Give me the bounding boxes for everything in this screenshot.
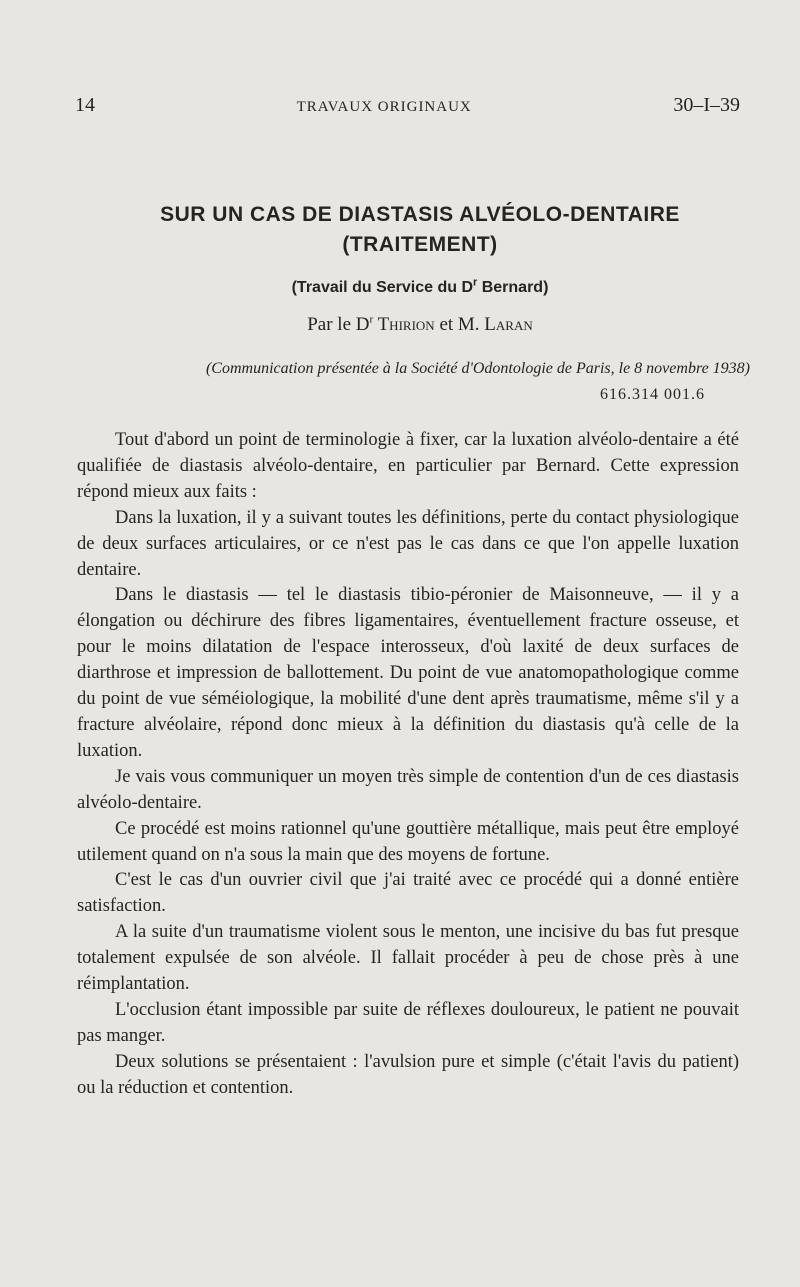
article-body (77, 428, 739, 1102)
author-laran: Laran (484, 314, 533, 335)
communication-note: (Communication présentée à la Société d'Odontologie de Paris, le 8 novembre 1938) (205, 360, 750, 377)
paragraph: C'est le cas d'un ouvrier civil que j'ai traité avec ce procédé qui a donné entière satisfaction. (77, 870, 739, 917)
section-title: TRAVAUX ORIGINAUX (296, 99, 472, 115)
authors-line (60, 314, 780, 336)
paragraph: Tout d'abord un point de terminologie à fixer, car la luxation alvéolo-dentaire a été qualifiée de diastasis alvéolo-dentaire, en particulier par Bernard. Cette expression répond mieux aux faits : (77, 430, 739, 502)
issue-date: 30–I–39 (673, 94, 740, 116)
authors-et: et M. (434, 314, 485, 335)
paragraph: Je vais vous communiquer un moyen très simple de contention d'un de ces diastasis alvéolo-dentaire. (77, 766, 739, 813)
authors-par: Par le D (307, 314, 370, 335)
subtitle-superscript: r (473, 276, 478, 289)
paragraph: L'occlusion étant impossible par suite de réflexes douloureux, le patient ne pouvait pas manger. (77, 999, 739, 1046)
article-title (60, 200, 780, 260)
subtitle-suffix: Bernard) (477, 279, 549, 296)
paragraph: Dans la luxation, il y a suivant toutes les définitions, perte du contact physiologique de deux surfaces articulaires, or ce n'est pas le cas dans ce que l'on appelle luxation dentaire. (77, 507, 739, 580)
subtitle-prefix: (Travail du Service du D (291, 279, 473, 296)
paragraph: Ce procédé est moins rationnel qu'une gouttière métallique, mais peut être employé utilement quand on n'a sous la main que des moyens de fortune. (77, 818, 739, 865)
title-line-2: (TRAITEMENT) (342, 233, 498, 256)
running-head (75, 94, 740, 117)
paragraph: Dans le diastasis — tel le diastasis tibio-péronier de Maisonneuve, — il y a élongation ou déchirure des fibres ligamentaires, éventuellement fracture osseuse, et pour le moins dilatation de l'espace interosseux, d'où laxité de deux surfaces de diarthrose et impression de ballottement. Du point de vue anatomopathologique comme du point de vue séméiologique, la mobilité d'une dent après traumatisme, même s'il y a fracture alvéolaire, répond donc mieux à la définition du diastasis qu'à celle de la luxation. (77, 585, 739, 761)
title-line-1: SUR UN CAS DE DIASTASIS ALVÉOLO-DENTAIRE (160, 203, 680, 226)
author-thirion: Thirion (373, 314, 435, 335)
authors-superscript: r (369, 313, 374, 326)
paragraph: A la suite d'un traumatisme violent sous le menton, une incisive du bas fut presque totalement expulsée de son alvéole. Il fallait procéder à peu de chose près à une réimplantation. (77, 922, 739, 995)
paragraph: Deux solutions se présentaient : l'avulsion pure et simple (c'était l'avis du patient) ou la réduction et contention. (77, 1051, 739, 1098)
page-number: 14 (75, 94, 95, 116)
classification-code: 616.314 001.6 (600, 386, 705, 403)
article-subtitle (60, 276, 780, 297)
